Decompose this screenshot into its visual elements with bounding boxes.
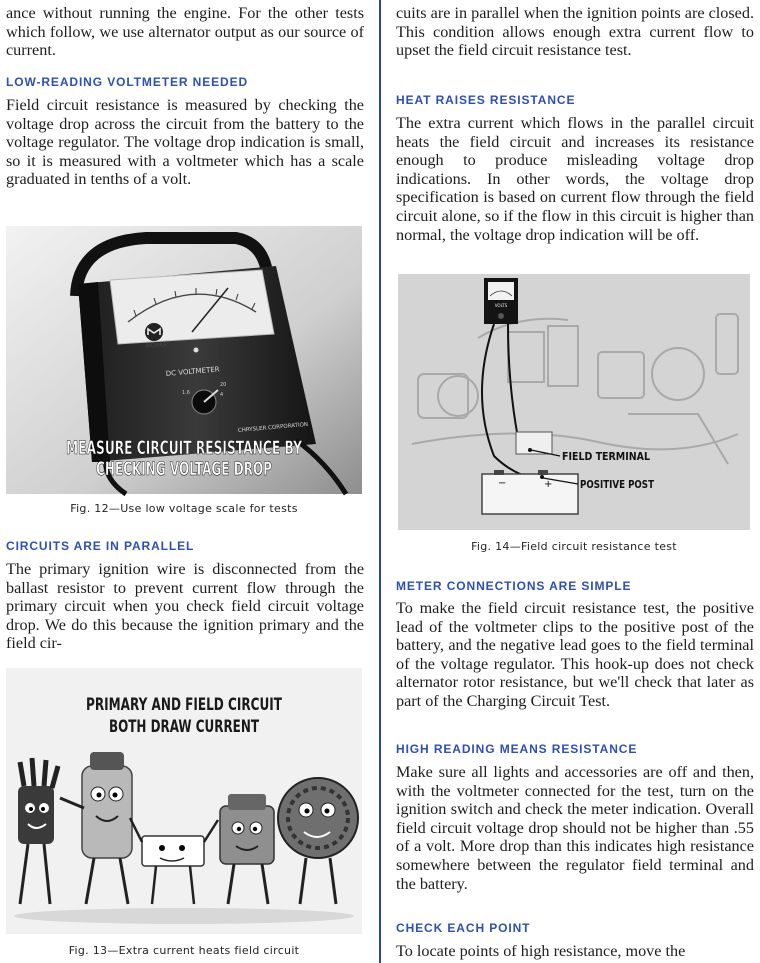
- svg-text:+: +: [544, 479, 553, 490]
- meter-paragraph: To make the field circuit resistance test, the positive lead of the voltmeter clips to the positive post of the battery, and the negative lead goes to the field terminal of the voltage regulator. This hook-up does not check alternator rotor resistance, but we'll check that later as part of the Charging Circuit Test.: [396, 599, 754, 710]
- fig13-caption: Fig. 13—Extra current heats field circuit: [68, 944, 300, 957]
- svg-text:4: 4: [220, 392, 224, 398]
- fig12-caption: Fig. 12—Use low voltage scale for tests: [70, 502, 298, 515]
- parallel-paragraph: The primary ignition wire is disconnected from the ballast resistor to prevent current flow through the primary circuit when you check field circuit voltage drop. We do this because the ignition primary and the field cir-: [6, 560, 364, 653]
- heading-low-reading-voltmeter: LOW-READING VOLTMETER NEEDED: [6, 75, 249, 89]
- fig12-meter-brand: MOPAR: [145, 341, 168, 350]
- fig12-meter-scale: DC VOLTMETER: [165, 365, 220, 378]
- svg-text:20: 20: [220, 382, 227, 388]
- fig12-overlay-line1: MEASURE CIRCUIT RESISTANCE BY: [66, 437, 303, 459]
- fig14-label-field-terminal: FIELD TERMINAL: [562, 450, 650, 463]
- fig14-caption: Fig. 14—Field circuit resistance test: [471, 540, 677, 553]
- voltmeter-paragraph: Field circuit resistance is measured by checking the voltage drop across the circuit from the battery to the voltage regulator. The voltage drop indication is small, so it is measured with a voltmeter which has a scale graduated in tenths of a volt.: [6, 96, 364, 189]
- heat-paragraph: The extra current which flows in the parallel circuit heats the field circuit and increases its resistance enough to produce misleading voltage drop indications. In other words, the voltage drop specification is based on current flow through the field circuit alone, so if the flow in this circuit is higher than normal, the voltage drop indication will be off.: [396, 114, 754, 244]
- fig13-cartoon-illustration: [6, 668, 362, 934]
- fig14-meter-label: VOLTS: [494, 303, 508, 308]
- svg-text:−: −: [498, 478, 507, 489]
- fig12-voltmeter-photo: [6, 226, 362, 494]
- intro-paragraph-left: ance without running the engine. For the other tests which follow, we use alternator output as our source of current.: [6, 4, 364, 60]
- heading-high-reading: HIGH READING MEANS RESISTANCE: [396, 742, 638, 756]
- fig13-title-line2: BOTH DRAW CURRENT: [109, 717, 260, 737]
- heading-check-each-point: CHECK EACH POINT: [396, 921, 531, 935]
- fig12-side-label: CHRYSLER CORPORATION: [237, 421, 309, 434]
- intro-paragraph-right: cuits are in parallel when the ignition points are closed. This condition allows enough extra current flow to upset the field circuit resistance test.: [396, 4, 754, 60]
- fig13-title-line1: PRIMARY AND FIELD CIRCUIT: [86, 695, 283, 715]
- check-paragraph: To locate points of high resistance, move the: [396, 942, 686, 960]
- fig14-wiring-diagram: [398, 274, 750, 530]
- svg-text:1.6: 1.6: [182, 390, 190, 396]
- heading-meter-connections: METER CONNECTIONS ARE SIMPLE: [396, 579, 632, 593]
- fig14-label-positive-post: POSITIVE POST: [580, 478, 655, 491]
- fig12-overlay-line2: CHECKING VOLTAGE DROP: [96, 458, 273, 480]
- high-reading-paragraph: Make sure all lights and accessories are off and then, with the voltmeter connected for the test, turn on the ignition switch and check the meter indication. Overall field circuit voltage drop should not be higher than .55 of a volt. More drop than this indicates high resistance somewhere between the regulator field terminal and the battery.: [396, 763, 754, 893]
- heading-circuits-parallel: CIRCUITS ARE IN PARALLEL: [6, 539, 195, 553]
- column-divider: [379, 0, 381, 963]
- heading-heat-raises-resistance: HEAT RAISES RESISTANCE: [396, 93, 576, 107]
